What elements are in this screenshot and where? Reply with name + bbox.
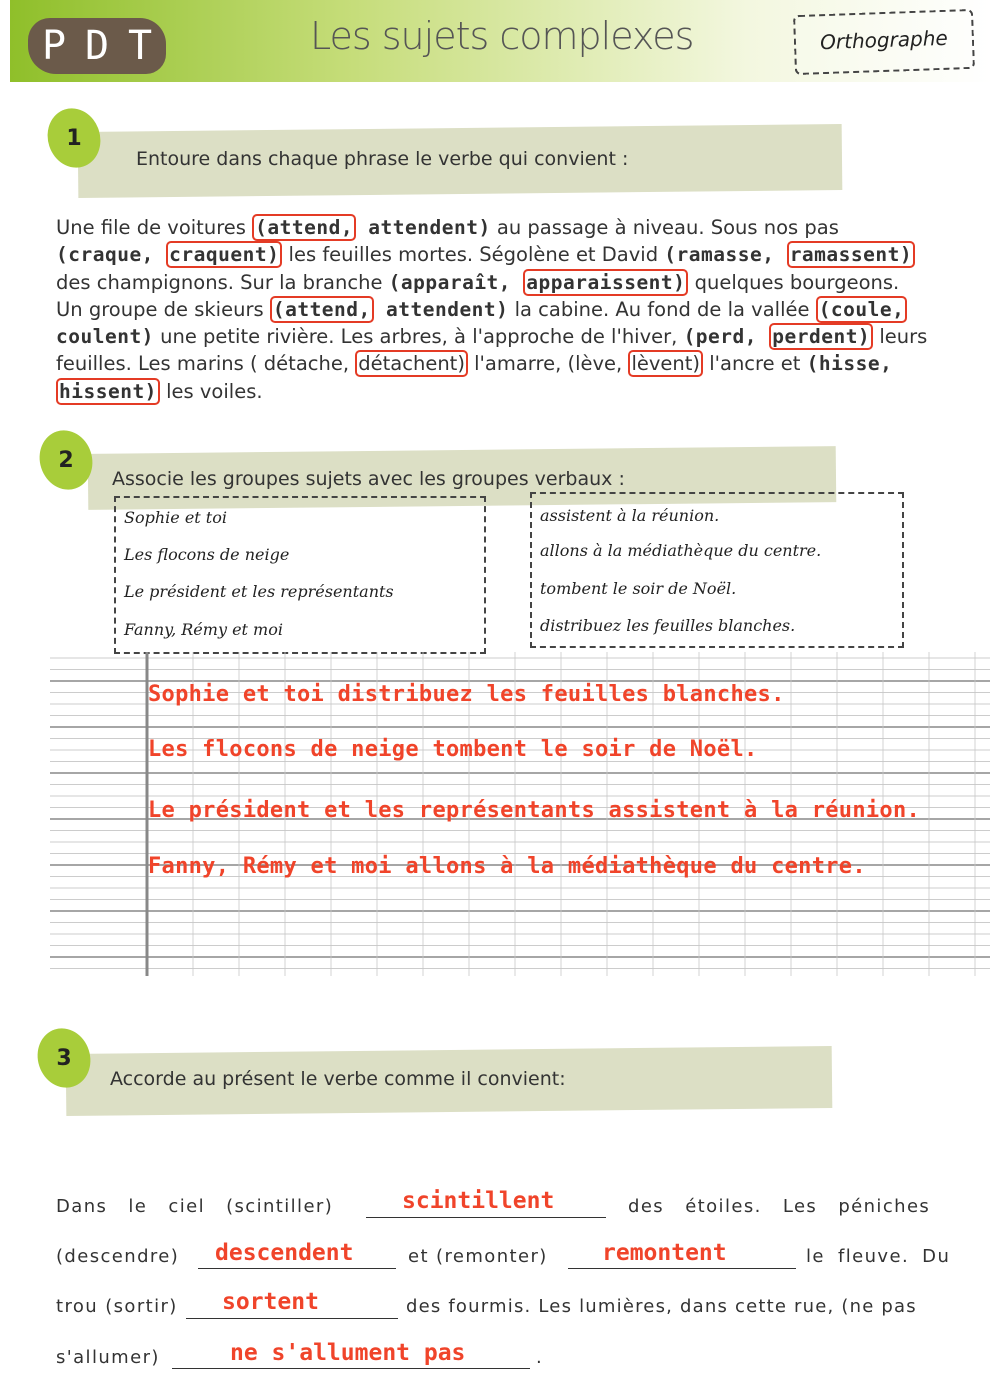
- exercise-3-text: des fourmis. Les lumières, dans cette rue, (ne pas: [406, 1296, 917, 1317]
- verb-item: tombent le soir de Noël.: [540, 579, 737, 598]
- paragraph-line: [56, 323, 956, 350]
- circled-verb[interactable]: détachent): [355, 350, 468, 377]
- circled-verb[interactable]: apparaissent): [523, 269, 688, 296]
- exercise-3-text: trou (sortir): [56, 1296, 178, 1317]
- circled-verb[interactable]: craquent): [166, 241, 282, 268]
- exercise-3-text: (descendre): [56, 1246, 180, 1267]
- association-answer: Sophie et toi distribuez les feuilles blanches.: [148, 682, 785, 707]
- circled-verb[interactable]: (coule,: [816, 296, 908, 323]
- exercise-1-paragraph: [56, 214, 956, 405]
- logo: [28, 18, 166, 74]
- paragraph-text: l'ancre et: [703, 352, 807, 376]
- category-tag-label: Orthographe: [819, 25, 949, 55]
- paragraph-text: la cabine. Au fond de la vallée: [508, 297, 816, 321]
- verb-item: assistent à la réunion.: [540, 506, 720, 525]
- paragraph-text: les feuilles mortes. Ségolène et David: [282, 243, 665, 267]
- filled-answer: scintillent: [402, 1188, 555, 1214]
- verb-option: (ramasse,: [664, 243, 787, 267]
- exercise-1-instruction: Entoure dans chaque phrase le verbe qui convient :: [136, 148, 629, 170]
- paragraph-line: [56, 269, 956, 296]
- answer-blank[interactable]: [186, 1317, 398, 1319]
- verb-option: (hisse,: [806, 352, 893, 376]
- paragraph-line: [56, 296, 956, 323]
- circled-verb[interactable]: hissent): [56, 378, 160, 405]
- filled-answer: descendent: [215, 1240, 354, 1266]
- paragraph-text: l'amarre, (lève,: [467, 352, 629, 376]
- circled-verb[interactable]: (attend,: [252, 214, 356, 241]
- subject-item: Le président et les représentants: [124, 582, 394, 601]
- answer-blank[interactable]: [198, 1267, 396, 1269]
- paragraph-text: leurs: [873, 325, 928, 349]
- paragraph-text: des champignons. Sur la branche: [56, 270, 389, 294]
- paragraph-text: Un groupe de skieurs: [56, 297, 270, 321]
- verb-option: (perd,: [683, 325, 770, 349]
- answer-blank[interactable]: [172, 1367, 530, 1369]
- paragraph-line: [56, 214, 956, 241]
- paragraph-text: les voiles.: [159, 379, 263, 403]
- exercise-3-number: 3: [56, 1046, 72, 1071]
- subject-item: Sophie et toi: [124, 508, 227, 527]
- filled-answer: remontent: [602, 1240, 727, 1266]
- exercise-3-text: Dans le ciel (scintiller): [56, 1196, 334, 1217]
- logo-letter: D: [84, 23, 110, 69]
- exercise-3-text: s'allumer): [56, 1347, 160, 1368]
- exercise-3-text: le fleuve. Du: [806, 1246, 951, 1267]
- category-tag: [793, 9, 975, 75]
- exercise-2-number: 2: [58, 448, 74, 473]
- verb-option: (craque,: [56, 243, 167, 267]
- exercise-2-instruction: Associe les groupes sujets avec les groupes verbaux :: [112, 468, 625, 490]
- paragraph-line: [56, 378, 956, 405]
- answer-blank[interactable]: [568, 1267, 796, 1269]
- verb-item: distribuez les feuilles blanches.: [540, 616, 796, 635]
- circled-verb[interactable]: perdent): [769, 323, 873, 350]
- circled-verb[interactable]: (attend,: [270, 296, 374, 323]
- paragraph-line: [56, 241, 956, 268]
- filled-answer: ne s'allument pas: [230, 1340, 466, 1366]
- exercise-3-text: et (remonter): [408, 1246, 548, 1267]
- circled-verb[interactable]: ramassent): [787, 241, 915, 268]
- association-answer: Fanny, Rémy et moi allons à la médiathèque du centre.: [148, 854, 866, 879]
- verb-item: allons à la médiathèque du centre.: [540, 541, 822, 560]
- paragraph-text: Une file de voitures: [56, 216, 253, 239]
- verb-option: attendent): [373, 297, 509, 321]
- page-title: Les sujets complexes: [310, 14, 694, 58]
- association-answer: Le président et les représentants assistent à la réunion.: [148, 798, 921, 823]
- exercise-3-text: des étoiles. Les péniches: [628, 1196, 931, 1217]
- exercise-3-instruction: Accorde au présent le verbe comme il convient:: [110, 1068, 566, 1090]
- paragraph-text: feuilles. Les marins ( détache,: [56, 352, 356, 376]
- answer-blank[interactable]: [366, 1216, 606, 1218]
- association-answer: Les flocons de neige tombent le soir de Noël.: [148, 737, 758, 762]
- paragraph-text: une petite rivière. Les arbres, à l'approche de l'hiver,: [153, 325, 684, 349]
- subject-item: Les flocons de neige: [124, 545, 290, 564]
- subject-item: Fanny, Rémy et moi: [124, 620, 283, 639]
- verb-option: (apparaît,: [388, 270, 524, 294]
- filled-answer: sortent: [222, 1289, 319, 1315]
- logo-letter: T: [127, 23, 153, 69]
- paragraph-line: [56, 350, 956, 377]
- verb-option: attendent): [356, 216, 491, 239]
- verb-option: coulent): [56, 325, 154, 349]
- paragraph-text: quelques bourgeons.: [688, 270, 900, 294]
- exercise-3-text: .: [536, 1347, 544, 1368]
- exercise-1-number: 1: [66, 126, 82, 151]
- circled-verb[interactable]: lèvent): [628, 350, 703, 377]
- paragraph-text: au passage à niveau. Sous nos pas: [490, 216, 839, 239]
- logo-letter: P: [41, 23, 67, 69]
